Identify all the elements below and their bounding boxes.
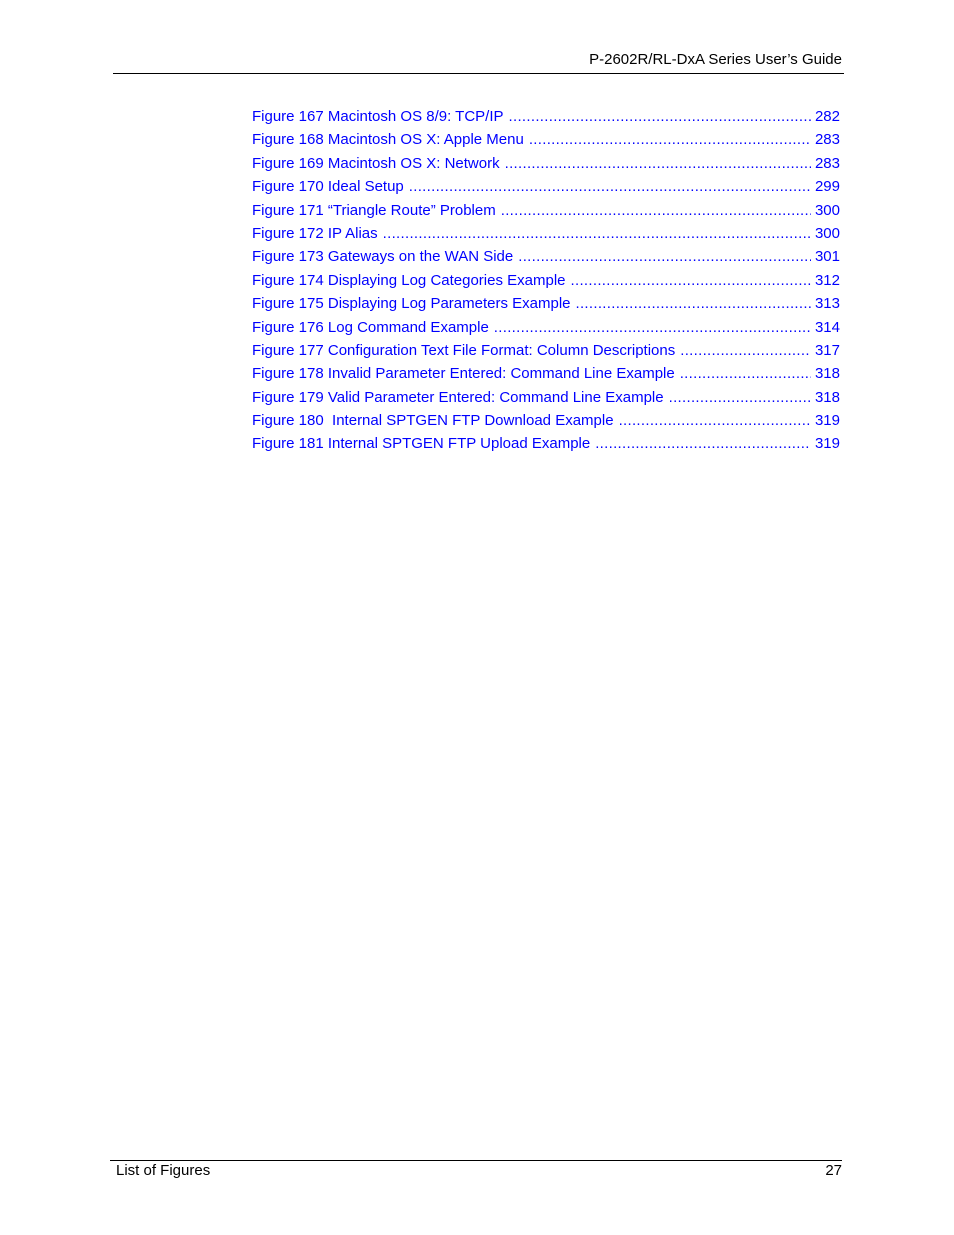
- toc-entry-page[interactable]: 318: [814, 365, 840, 383]
- dot-leader: [571, 269, 811, 292]
- toc-entry-title[interactable]: Figure 178 Invalid Parameter Entered: Command Line Example: [252, 365, 675, 383]
- dot-leader: [680, 339, 811, 362]
- dot-leader: [680, 362, 811, 385]
- toc-entry[interactable]: [252, 432, 840, 455]
- toc-entry-title[interactable]: Figure 180 Internal SPTGEN FTP Download Example: [252, 412, 614, 430]
- toc-entry-title[interactable]: Figure 169 Macintosh OS X: Network: [252, 154, 500, 172]
- toc-entry[interactable]: [252, 128, 840, 151]
- toc-entry[interactable]: [252, 175, 840, 198]
- toc-entry[interactable]: [252, 386, 840, 409]
- dot-leader: [595, 432, 811, 455]
- toc-entry[interactable]: [252, 362, 840, 385]
- dot-leader: [509, 105, 811, 128]
- toc-entry-page[interactable]: 300: [814, 224, 840, 242]
- header-divider: [113, 73, 844, 74]
- toc-entry-title[interactable]: Figure 167 Macintosh OS 8/9: TCP/IP: [252, 108, 504, 125]
- toc-entry[interactable]: [252, 316, 840, 339]
- footer-section-label: List of Figures: [116, 1162, 211, 1179]
- toc-entry[interactable]: [252, 105, 840, 128]
- page-header-title: P-2602R/RL-DxA Series User’s Guide: [589, 51, 842, 68]
- toc-entry-page[interactable]: 319: [814, 435, 840, 453]
- toc-entry-title[interactable]: Figure 176 Log Command Example: [252, 318, 489, 336]
- toc-entry-page[interactable]: 301: [814, 248, 840, 266]
- footer-divider: [110, 1160, 842, 1161]
- toc-entry-page[interactable]: 300: [814, 201, 840, 219]
- toc-entry-title[interactable]: Figure 168 Macintosh OS X: Apple Menu: [252, 131, 524, 149]
- toc-entry[interactable]: [252, 222, 840, 245]
- toc-entry[interactable]: [252, 152, 840, 175]
- dot-leader: [383, 222, 811, 245]
- toc-entry-title[interactable]: Figure 170 Ideal Setup: [252, 178, 404, 196]
- toc-entry-title[interactable]: Figure 173 Gateways on the WAN Side: [252, 248, 514, 266]
- toc-entry-page[interactable]: 312: [814, 271, 840, 289]
- dot-leader: [501, 199, 811, 222]
- toc-entry-title[interactable]: Figure 174 Displaying Log Categories Example: [252, 271, 566, 289]
- toc-entry-page[interactable]: 319: [814, 412, 840, 430]
- dot-leader: [505, 152, 811, 175]
- toc-entry[interactable]: [252, 269, 840, 292]
- toc-entry-title[interactable]: Figure 181 Internal SPTGEN FTP Upload Example: [252, 435, 591, 453]
- toc-entry[interactable]: [252, 409, 840, 432]
- toc-entry-page[interactable]: 314: [814, 318, 840, 336]
- toc-entry-page[interactable]: 299: [814, 178, 840, 196]
- dot-leader: [494, 316, 811, 339]
- list-of-figures: [252, 105, 840, 456]
- toc-entry[interactable]: [252, 292, 840, 315]
- toc-entry-page[interactable]: 313: [814, 295, 840, 313]
- toc-entry-page[interactable]: 283: [814, 154, 840, 172]
- toc-entry-page[interactable]: 318: [814, 388, 840, 406]
- footer-page-number: 27: [825, 1162, 842, 1179]
- toc-entry-title[interactable]: Figure 171 “Triangle Route” Problem: [252, 201, 496, 219]
- dot-leader: [409, 175, 811, 198]
- dot-leader: [529, 128, 811, 151]
- toc-entry-title[interactable]: Figure 177 Configuration Text File Format: Column Descriptions: [252, 341, 676, 359]
- dot-leader: [619, 409, 811, 432]
- dot-leader: [669, 386, 811, 409]
- toc-entry[interactable]: [252, 339, 840, 362]
- dot-leader: [518, 245, 811, 268]
- toc-entry-page[interactable]: 282: [814, 108, 840, 125]
- toc-entry-title[interactable]: Figure 172 IP Alias: [252, 224, 378, 242]
- toc-entry[interactable]: [252, 199, 840, 222]
- toc-entry[interactable]: [252, 245, 840, 268]
- dot-leader: [576, 292, 811, 315]
- toc-entry-page[interactable]: 317: [814, 341, 840, 359]
- toc-entry-page[interactable]: 283: [814, 131, 840, 149]
- toc-entry-title[interactable]: Figure 179 Valid Parameter Entered: Command Line Example: [252, 388, 664, 406]
- toc-entry-title[interactable]: Figure 175 Displaying Log Parameters Example: [252, 295, 571, 313]
